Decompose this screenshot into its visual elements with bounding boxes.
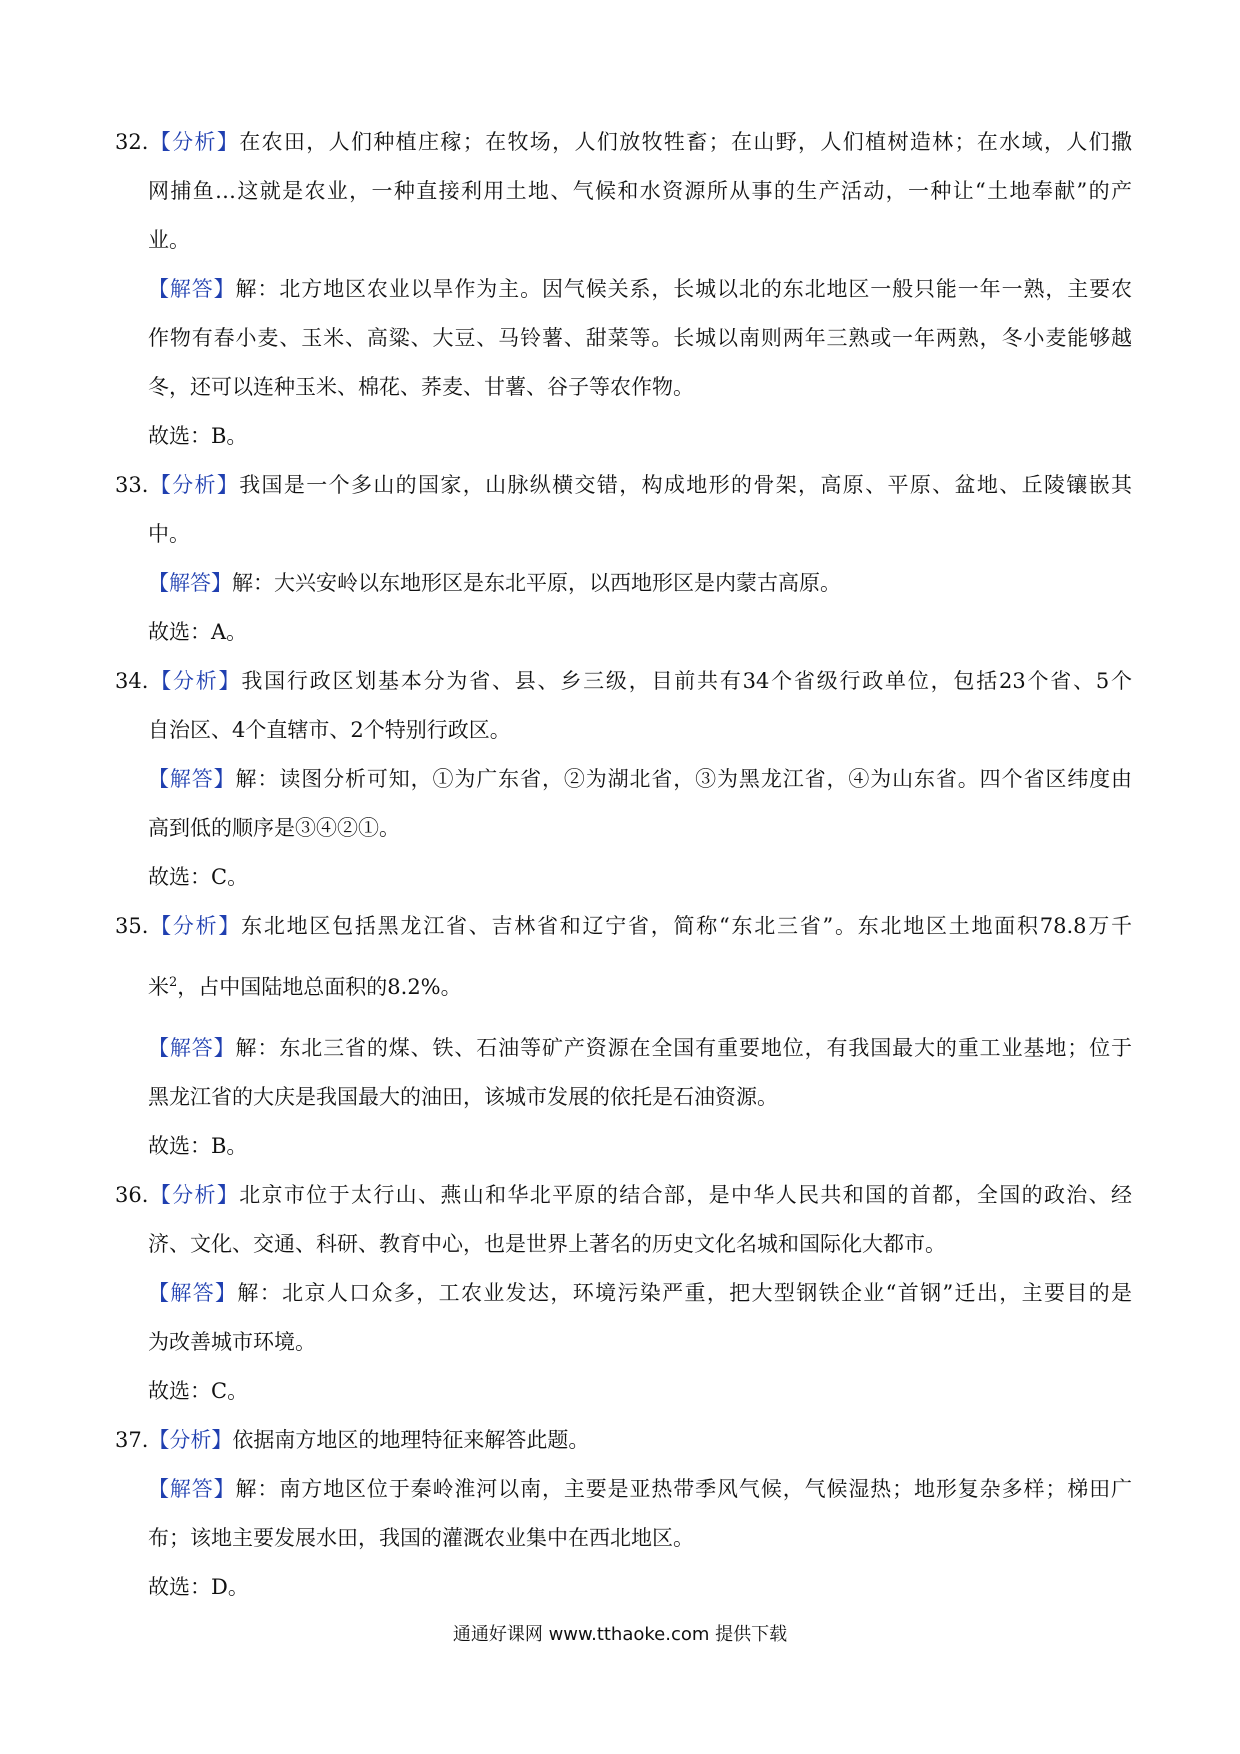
analysis-text: 中。 bbox=[148, 522, 190, 546]
question-number: 32. bbox=[115, 130, 149, 154]
q34-analysis-line-1 bbox=[115, 657, 1132, 706]
answer-text: 解：大兴安岭以东地形区是东北平原，以西地形区是内蒙古高原。 bbox=[232, 571, 841, 595]
analysis-tag: 【分析】 bbox=[148, 1428, 233, 1452]
answer-text: 黑龙江省的大庆是我国最大的油田，该城市发展的依托是石油资源。 bbox=[148, 1085, 778, 1109]
q36-answer-line-2 bbox=[148, 1318, 1132, 1367]
analysis-text: 我国行政区划基本分为省、县、乡三级，目前共有34个省级行政单位，包括23个省、5个 bbox=[241, 669, 1132, 693]
analysis-tag: 【分析】 bbox=[148, 473, 240, 497]
q34-choice bbox=[148, 853, 1132, 902]
q32-answer-line-2 bbox=[148, 314, 1132, 363]
q32-choice bbox=[148, 412, 1132, 461]
question-number: 37. bbox=[115, 1428, 149, 1452]
answer-text: 解：东北三省的煤、铁、石油等矿产资源在全国有重要地位，有我国最大的重工业基地；位于 bbox=[235, 1036, 1132, 1060]
q34-answer-line-2 bbox=[148, 804, 1132, 853]
q33-analysis-line-2 bbox=[148, 510, 1132, 559]
q33-answer-line-1 bbox=[148, 559, 1132, 608]
superscript: 2 bbox=[169, 975, 178, 990]
choice-text: 故选：B。 bbox=[148, 1134, 248, 1158]
question-number: 36. bbox=[115, 1183, 149, 1207]
analysis-text: ，占中国陆地总面积的8.2%。 bbox=[177, 975, 462, 999]
analysis-text: 东北地区包括黑龙江省、吉林省和辽宁省，简称“东北三省”。东北地区土地面积78.8万千 bbox=[241, 914, 1132, 938]
analysis-text: 济、文化、交通、科研、教育中心，也是世界上著名的历史文化名城和国际化大都市。 bbox=[148, 1232, 946, 1256]
q36-analysis-line-2 bbox=[148, 1220, 1132, 1269]
choice-text: 故选：C。 bbox=[148, 1379, 249, 1403]
choice-text: 故选：C。 bbox=[148, 865, 249, 889]
q35-analysis-line-2 bbox=[148, 958, 1132, 1012]
analysis-text: 米 bbox=[148, 975, 169, 999]
q35-answer-line-2 bbox=[148, 1073, 1132, 1122]
q33-choice bbox=[148, 608, 1132, 657]
answer-text: 为改善城市环境。 bbox=[148, 1330, 316, 1354]
answer-tag: 【解答】 bbox=[148, 767, 236, 791]
q32-analysis-line-2 bbox=[148, 167, 1132, 216]
analysis-text: 我国是一个多山的国家，山脉纵横交错，构成地形的骨架，高原、平原、盆地、丘陵镶嵌其 bbox=[239, 473, 1133, 497]
answer-text: 冬，还可以连种玉米、棉花、荞麦、甘薯、谷子等农作物。 bbox=[148, 375, 694, 399]
analysis-text: 北京市位于太行山、燕山和华北平原的结合部，是中华人民共和国的首都，全国的政治、经 bbox=[239, 1183, 1133, 1207]
choice-text: 故选：A。 bbox=[148, 620, 248, 644]
choice-text: 故选：D。 bbox=[148, 1575, 249, 1599]
q32-analysis-line-3 bbox=[148, 216, 1132, 265]
q35-choice bbox=[148, 1122, 1132, 1171]
answer-text: 作物有春小麦、玉米、高粱、大豆、马铃薯、甜菜等。长城以南则两年三熟或一年两熟，冬小麦能够越 bbox=[148, 326, 1132, 350]
q36-analysis-line-1 bbox=[115, 1171, 1132, 1220]
q34-analysis-line-2 bbox=[148, 706, 1132, 755]
q34-answer-line-1 bbox=[148, 755, 1132, 804]
q37-answer-line-1 bbox=[148, 1465, 1132, 1514]
page-footer: 通通好课网 www.tthaoke.com 提供下载 bbox=[452, 1624, 788, 1645]
question-number: 33. bbox=[115, 473, 149, 497]
q37-answer-line-2 bbox=[148, 1514, 1132, 1563]
q32-answer-line-1 bbox=[148, 265, 1132, 314]
answer-tag: 【解答】 bbox=[148, 1036, 236, 1060]
answer-text: 解：读图分析可知，①为广东省，②为湖北省，③为黑龙江省，④为山东省。四个省区纬度由 bbox=[235, 767, 1132, 791]
answer-text: 布；该地主要发展水田，我国的灌溉农业集中在西北地区。 bbox=[148, 1526, 694, 1550]
answer-tag: 【解答】 bbox=[148, 1281, 238, 1305]
analysis-text: 在农田，人们种植庄稼；在牧场，人们放牧牲畜；在山野，人们植树造林；在水域，人们撒 bbox=[239, 130, 1133, 154]
q33-analysis-line-1 bbox=[115, 461, 1132, 510]
analysis-text: 业。 bbox=[148, 228, 190, 252]
analysis-text: 依据南方地区的地理特征来解答此题。 bbox=[232, 1428, 590, 1452]
q37-choice bbox=[148, 1563, 1132, 1612]
answer-tag: 【解答】 bbox=[148, 277, 236, 301]
answer-text: 解：北方地区农业以旱作为主。因气候关系，长城以北的东北地区一般只能一年一熟，主要农 bbox=[235, 277, 1132, 301]
analysis-text: 网捕鱼…这就是农业，一种直接利用土地、气候和水资源所从事的生产活动，一种让“土地奉献”的产 bbox=[148, 179, 1132, 203]
q36-answer-line-1 bbox=[148, 1269, 1132, 1318]
question-number: 35. bbox=[115, 914, 149, 938]
answer-text: 解：北京人口众多，工农业发达，环境污染严重，把大型钢铁企业“首钢”迁出，主要目的是 bbox=[237, 1281, 1133, 1305]
answer-tag: 【解答】 bbox=[148, 571, 232, 595]
analysis-tag: 【分析】 bbox=[148, 130, 240, 154]
analysis-tag: 【分析】 bbox=[148, 1183, 240, 1207]
analysis-text: 自治区、4个直辖市、2个特别行政区。 bbox=[148, 718, 511, 742]
answer-text: 高到低的顺序是③④②①。 bbox=[148, 816, 400, 840]
q35-analysis-line-1 bbox=[115, 902, 1132, 951]
q32-analysis-line-1 bbox=[115, 118, 1132, 167]
answer-text: 解：南方地区位于秦岭淮河以南，主要是亚热带季风气候，气候湿热；地形复杂多样；梯田广 bbox=[235, 1477, 1132, 1501]
choice-text: 故选：B。 bbox=[148, 424, 248, 448]
analysis-tag: 【分析】 bbox=[148, 669, 242, 693]
question-number: 34. bbox=[115, 669, 149, 693]
q32-answer-line-3 bbox=[148, 363, 1132, 412]
analysis-tag: 【分析】 bbox=[148, 914, 242, 938]
answer-tag: 【解答】 bbox=[148, 1477, 236, 1501]
q35-answer-line-1 bbox=[148, 1024, 1132, 1073]
q36-choice bbox=[148, 1367, 1132, 1416]
q37-analysis-line-1 bbox=[115, 1416, 1132, 1465]
